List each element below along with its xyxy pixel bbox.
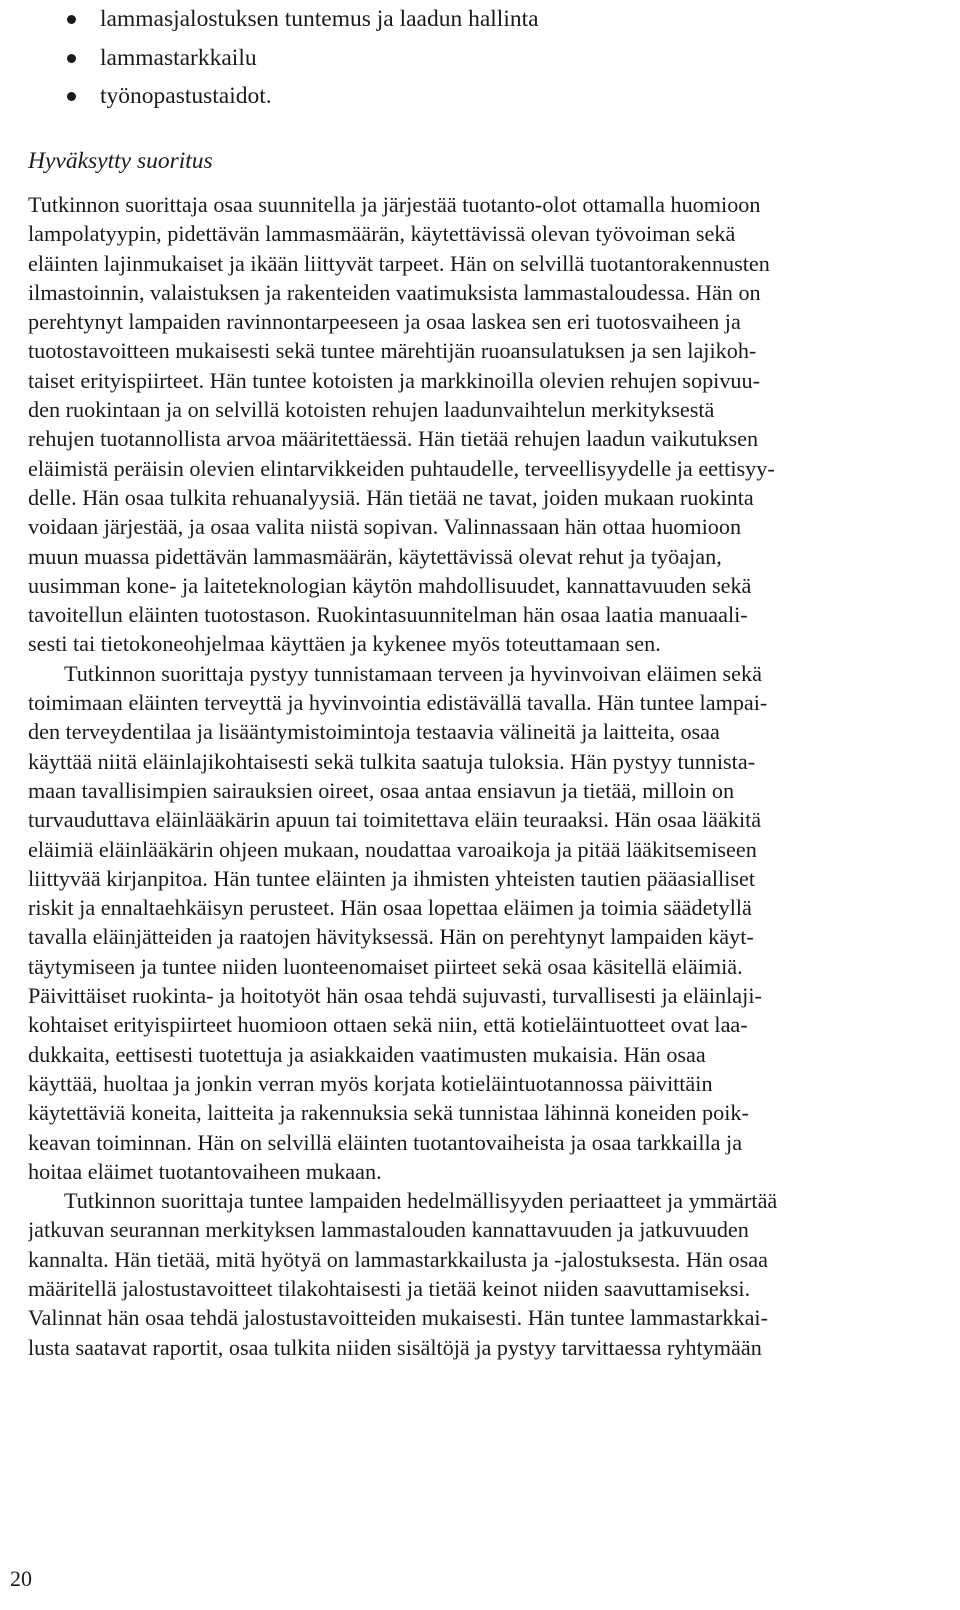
text-line: lampolatyypin, pidettävän lammasmäärän, käytettävissä olevan työvoiman sekä <box>28 221 736 247</box>
text-line: liittyvää kirjanpitoa. Hän tuntee eläinten ja ihmisten yhteisten tautien pääasialliset <box>28 865 756 891</box>
text-line: eläimiä eläinlääkärin ohjeen mukaan, noudattaa varoaikoja ja pitää lääkitsemiseen <box>28 836 757 862</box>
text-line: hoitaa eläimet tuotantovaiheen mukaan. <box>28 1158 382 1184</box>
text-line: jatkuvan seurannan merkityksen lammastalouden kannattavuuden ja jatkuvuuden <box>28 1217 749 1243</box>
bullet-icon <box>67 54 76 63</box>
text-line: rehujen tuotannollista arvoa määritettäessä. Hän tietää rehujen laadun vaikutuksen <box>28 426 759 452</box>
text-line: eläinten lajinmukaiset ja ikään liittyvät tarpeet. Hän on selvillä tuotantorakennusten <box>28 250 770 276</box>
bullet-item <box>28 0 928 39</box>
bullet-item <box>28 39 928 78</box>
bullet-text: työnopastustaidot. <box>100 83 272 109</box>
text-line: täytymiseen ja tuntee niiden luonteenomaiset piirteet sekä osaa käsitellä eläimiä. <box>28 953 743 979</box>
text-line: Päivittäiset ruokinta- ja hoitotyöt hän osaa tehdä sujuvasti, turvallisesti ja eläinlaji- <box>28 983 762 1009</box>
text-line: delle. Hän osaa tulkita rehuanalyysiä. Hän tietää ne tavat, joiden mukaan ruokinta <box>28 484 754 510</box>
text-line: muun muassa pidettävän lammasmäärän, käytettävissä olevat rehut ja työajan, <box>28 543 722 569</box>
text-line: maan tavallisimpien sairauksien oireet, osaa antaa ensiavun ja tietää, milloin on <box>28 777 735 803</box>
text-line: määritellä jalostustavoitteet tilakohtaisesti ja tietää keinot niiden saavuttamiseksi. <box>28 1275 751 1301</box>
text-line: tavoitellun eläinten tuotostason. Ruokintasuunnitelman hän osaa laatia manuaali- <box>28 602 748 628</box>
text-line: perehtynyt lampaiden ravinnontarpeeseen ja osaa laskea sen eri tuotosvaiheen ja <box>28 309 741 335</box>
text-line: ilmastoinnin, valaistuksen ja rakenteiden vaatimuksista lammastaloudessa. Hän on <box>28 279 761 305</box>
text-line: Valinnat hän osaa tehdä jalostustavoitteiden mukaisesti. Hän tuntee lammastarkkai- <box>28 1305 768 1331</box>
section-heading: Hyväksytty suoritus <box>28 148 213 174</box>
bullet-icon <box>67 15 76 24</box>
paragraph-first-line: Tutkinnon suorittaja pystyy tunnistamaan terveen ja hyvinvoivan eläimen sekä <box>64 660 762 686</box>
text-line: kannalta. Hän tietää, mitä hyötyä on lammastarkkailusta ja -jalostuksesta. Hän osaa <box>28 1246 768 1272</box>
paragraph-first-line: Tutkinnon suorittaja tuntee lampaiden hedelmällisyyden periaatteet ja ymmärtää <box>64 1188 778 1214</box>
bullet-text: lammastarkkailu <box>100 44 257 71</box>
text-line: tuotostavoitteen mukaisesti sekä tuntee märehtijän ruoansulatuksen ja sen lajikoh- <box>28 338 757 364</box>
text-line: käyttää niitä eläinlajikohtaisesti sekä tulkita saatuja tuloksia. Hän pystyy tunnista- <box>28 748 756 774</box>
text-line: toimimaan eläinten terveyttä ja hyvinvointia edistävällä tavalla. Hän tuntee lampai- <box>28 690 768 716</box>
text-line: turvauduttava eläinlääkärin apuun tai toimitettava eläin teuraaksi. Hän osaa lääkitä <box>28 807 762 833</box>
bullet-icon <box>67 92 76 101</box>
bullet-text: lammasjalostuksen tuntemus ja laadun hallinta <box>100 6 539 32</box>
text-line: tavalla eläinjätteiden ja raatojen hävityksessä. Hän on perehtynyt lampaiden käyt- <box>28 924 754 950</box>
text-line: keavan toiminnan. Hän on selvillä eläinten tuotantovaiheista ja osaa tarkkailla ja <box>28 1129 743 1155</box>
bullet-item <box>28 77 928 116</box>
text-line: käytettäviä koneita, laitteita ja rakennuksia sekä tunnistaa lähinnä koneiden poik- <box>28 1100 749 1126</box>
text-line: sesti tai tietokoneohjelmaa käyttäen ja kykenee myös toteuttamaan sen. <box>28 631 661 657</box>
text-line: Tutkinnon suorittaja osaa suunnitella ja järjestää tuotanto-olot ottamalla huomioon <box>28 192 761 217</box>
text-line: den ruokintaan ja on selvillä kotoisten rehujen laadunvaihtelun merkityksestä <box>28 397 715 423</box>
page-number: 20 <box>10 1566 32 1591</box>
text-line: riskit ja ennaltaehkäisyn perusteet. Hän osaa lopettaa eläimen ja toimia säädetyllä <box>28 895 752 921</box>
text-line: uusimman kone- ja laiteteknologian käytön mahdollisuudet, kannattavuuden sekä <box>28 572 752 598</box>
text-line: voidaan järjestää, ja osaa valita niistä sopivan. Valinnassaan hän ottaa huomioon <box>28 514 742 540</box>
text-line: käyttää, huoltaa ja jonkin verran myös korjata kotieläintuotannossa päivittäin <box>28 1070 713 1096</box>
text-line: eläimistä peräisin olevien elintarvikkeiden puhtaudelle, terveellisyydelle ja eettisyy- <box>28 455 775 481</box>
text-line: dukkaita, eettisesti tuotettuja ja asiakkaiden vaatimusten mukaisia. Hän osaa <box>28 1041 706 1067</box>
text-line: taiset erityispiirteet. Hän tuntee kotoisten ja markkinoilla olevien rehujen sopivuu- <box>28 367 760 393</box>
text-line: den terveydentilaa ja lisääntymistoimintoja testaavia välineitä ja laitteita, osaa <box>28 719 720 745</box>
text-line: kohtaiset erityispiirteet huomioon ottaen sekä niin, että kotieläintuotteet ovat laa- <box>28 1012 748 1038</box>
bullet-list <box>28 0 928 116</box>
body-text <box>28 190 928 1362</box>
text-line: lusta saatavat raportit, osaa tulkita niiden sisältöjä ja pystyy tarvittaessa ryhtymään <box>28 1334 762 1360</box>
